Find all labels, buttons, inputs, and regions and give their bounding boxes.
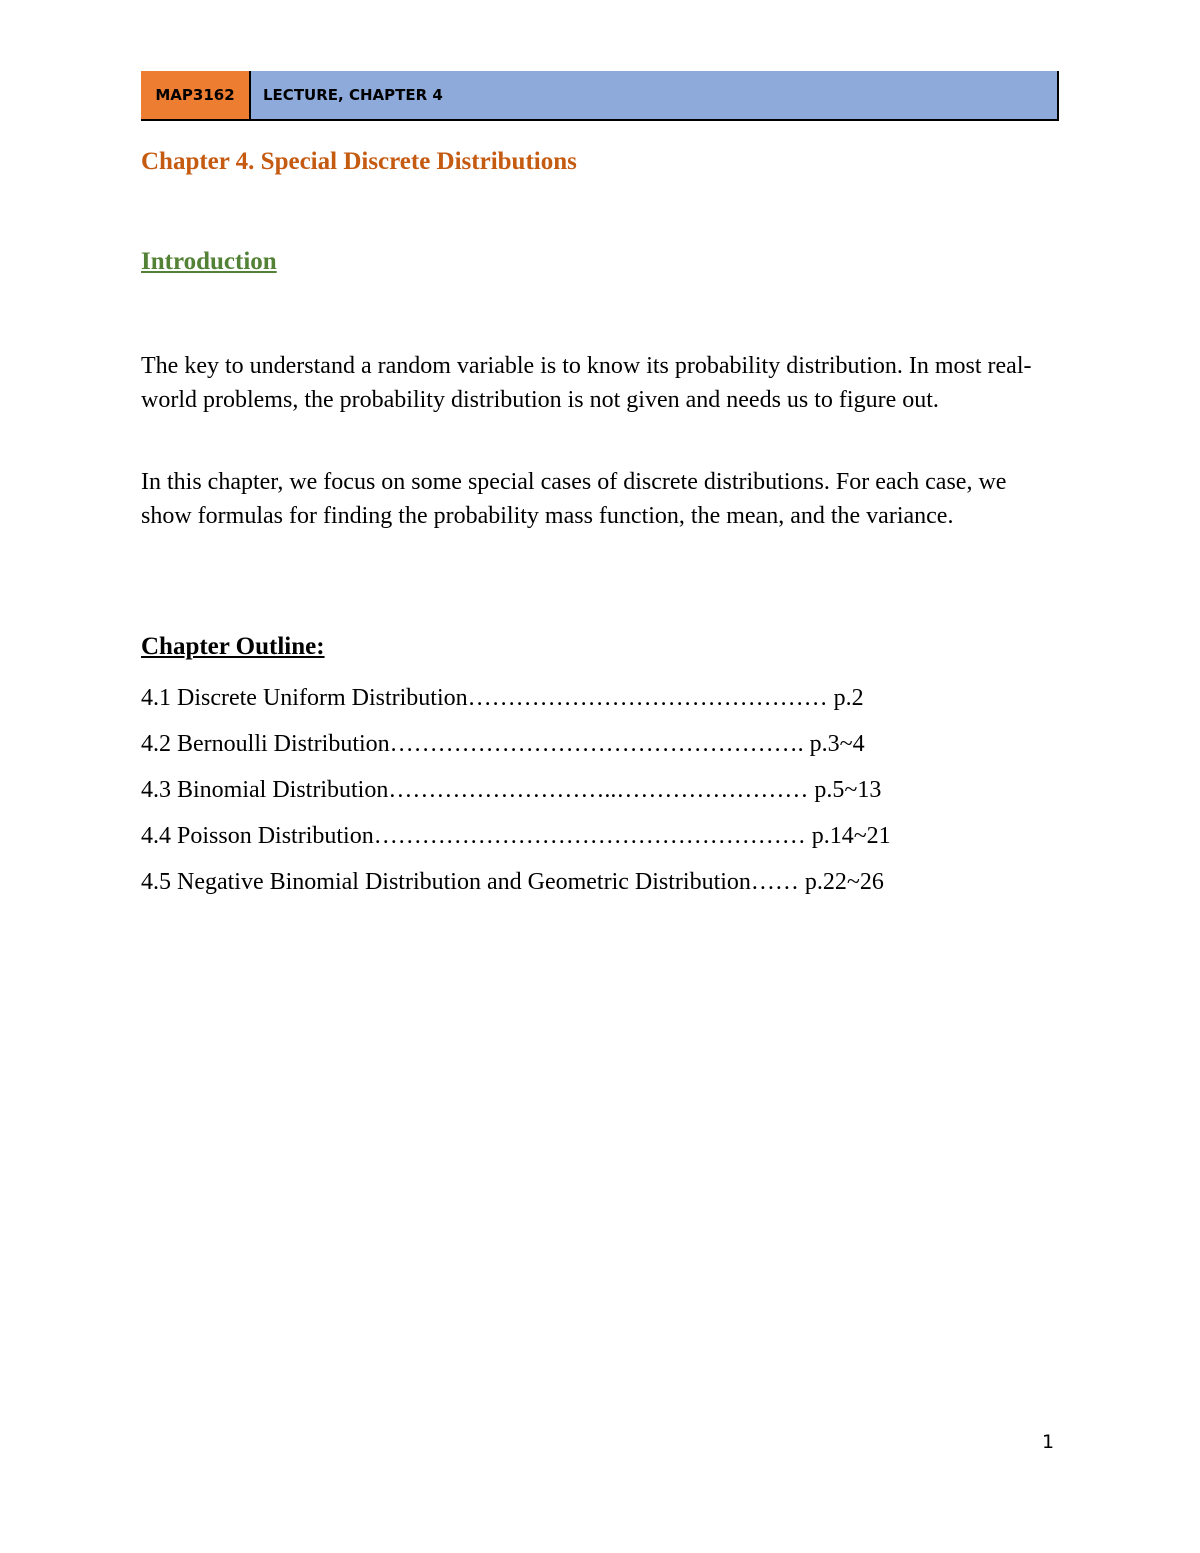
outline-item-4-3: 4.3 Binomial Distribution………………………..…………………… p.5~13 bbox=[141, 777, 882, 803]
introduction-heading: Introduction bbox=[141, 248, 277, 275]
intro-paragraph-2: In this chapter, we focus on some special cases of discrete distributions. For each case, we show formulas for finding the probability mass function, the mean, and the variance. bbox=[141, 469, 1007, 529]
outline-item-4-4: 4.4 Poisson Distribution……………………………………………… p.14~21 bbox=[141, 823, 891, 849]
outline-item-4-1: 4.1 Discrete Uniform Distribution……………………………………… p.2 bbox=[141, 685, 864, 711]
outline-item-4-5: 4.5 Negative Binomial Distribution and Geometric Distribution…… p.22~26 bbox=[141, 869, 884, 895]
outline-item-4-2: 4.2 Bernoulli Distribution……………………………………………. p.3~4 bbox=[141, 731, 865, 757]
page-number: 1 bbox=[1042, 1431, 1055, 1453]
chapter-title: Chapter 4. Special Discrete Distributions bbox=[141, 148, 577, 175]
header-bar bbox=[141, 71, 1059, 121]
chapter-outline-list bbox=[141, 680, 891, 910]
outline-heading: Chapter Outline: bbox=[141, 633, 325, 660]
course-code: MAP3162 bbox=[141, 71, 251, 119]
header-title: LECTURE, CHAPTER 4 bbox=[251, 71, 1057, 119]
intro-paragraph-1: The key to understand a random variable is to know its probability distribution. In most real-world problems, the probability distribution is not given and needs us to figure out. bbox=[141, 353, 1032, 413]
